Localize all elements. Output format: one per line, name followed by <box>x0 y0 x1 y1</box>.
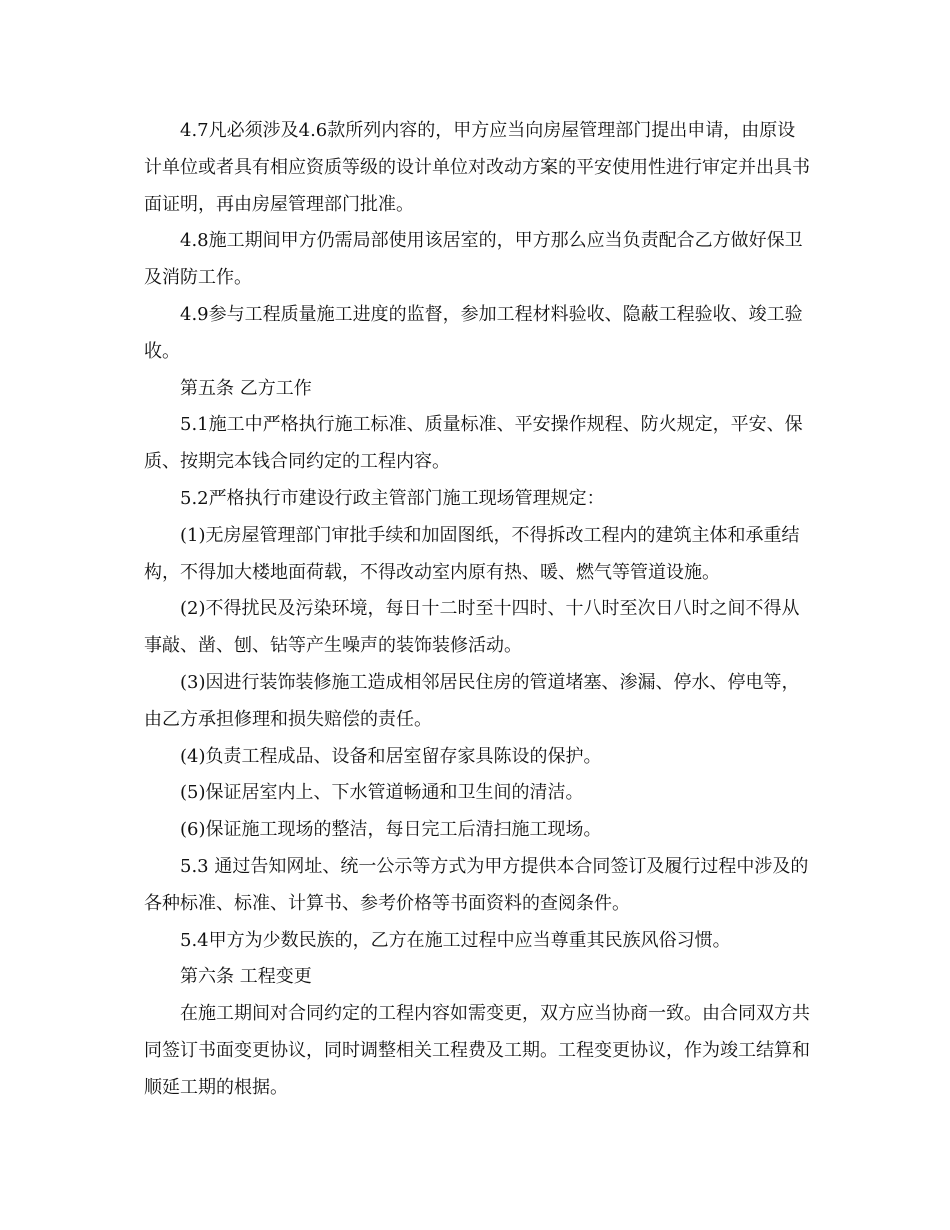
clause-4-9: 4.9参与工程质量施工进度的监督，参加工程材料验收、隐蔽工程验收、竣工验收。 <box>144 303 803 362</box>
clause-5-2: 5.2严格执行市建设行政主管部门施工现场管理规定： <box>180 487 605 509</box>
clause-4-7: 4.7凡必须涉及4.6款所列内容的，甲方应当向房屋管理部门提出申请，由原设计单位或者具有相应资质等级的设计单位对改动方案的平安使用性进行审定并出具书面证明，再由房屋管理部门批准。 <box>144 120 810 215</box>
clause-5-2-item-6: (6)保证施工现场的整洁，每日完工后清扫施工现场。 <box>180 819 602 841</box>
clause-5-2-item-4: (4)负责工程成品、设备和居室留存家具陈设的保护。 <box>180 745 602 767</box>
document-body <box>144 113 810 1107</box>
clause-5-4: 5.4甲方为少数民族的，乙方在施工过程中应当尊重其民族风俗习惯。 <box>180 929 731 951</box>
clause-5-2-item-2: (2)不得扰民及污染环境，每日十二时至十四时、十八时至次日八时之间不得从事敲、凿、刨、钻等产生噪声的装饰装修活动。 <box>144 598 800 657</box>
article-5-heading: 第五条 乙方工作 <box>180 377 312 399</box>
article-6-heading: 第六条 工程变更 <box>180 966 312 988</box>
clause-5-1: 5.1施工中严格执行施工标准、质量标准、平安操作规程、防火规定，平安、保质、按期完本钱合同约定的工程内容。 <box>144 414 803 473</box>
clause-5-2-item-3: (3)因进行装饰装修施工造成相邻居民住房的管道堵塞、渗漏、停水、停电等，由乙方承担修理和损失赔偿的责任。 <box>144 671 800 730</box>
article-6-body: 在施工期间对合同约定的工程内容如需变更，双方应当协商一致。由合同双方共同签订书面变更协议，同时调整相关工程费及工期。工程变更协议，作为竣工结算和顺延工期的根据。 <box>144 1003 810 1098</box>
clause-5-3: 5.3 通过告知网址、统一公示等方式为甲方提供本合同签订及履行过程中涉及的各种标准、标准、计算书、参考价格等书面资料的查阅条件。 <box>144 855 809 914</box>
clause-4-8: 4.8施工期间甲方仍需局部使用该居室的，甲方那么应当负责配合乙方做好保卫及消防工作。 <box>144 230 803 289</box>
clause-5-2-item-5: (5)保证居室内上、下水管道畅通和卫生间的清洁。 <box>180 782 584 804</box>
clause-5-2-item-1: (1)无房屋管理部门审批手续和加固图纸，不得拆改工程内的建筑主体和承重结构，不得加大楼地面荷载，不得改动室内原有热、暖、燃气等管道设施。 <box>144 524 800 583</box>
